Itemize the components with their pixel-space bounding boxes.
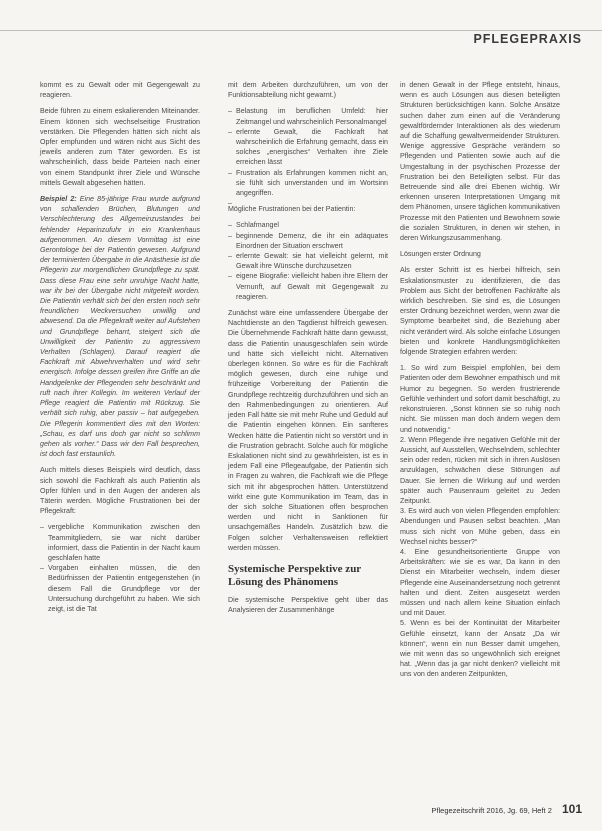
journal-citation: Pflegezeitschrift 2016, Jg. 69, Heft 2	[431, 806, 552, 815]
list-item: – Frustration als Erfahrungen kommen nicht an, sie fühlt sich unverstanden und im Wortsinn angegriffen.	[228, 168, 388, 199]
subheading: Lösungen erster Ordnung	[400, 250, 481, 259]
list-item: – Vorgaben einhalten müssen, die den Bedürfnissen der Patientin entgegenstehen (in diesem Fall die Grundpflege vor der Untersuchung durchgeführt zu haben. Wie sich zeigt, ist die Tat	[40, 563, 200, 614]
example-label: Beispiel 2:	[40, 195, 77, 204]
list-item: – eigene Biografie: vielleicht haben ihre Eltern der Vernunft, auf Gewalt mit Gegengewalt zu reagieren.	[228, 271, 388, 302]
list-item: – Belastung im beruflichen Umfeld: hier Zeitmangel und wahrscheinlich Personalmangel	[228, 106, 388, 126]
strategy-list	[400, 363, 560, 679]
column-2	[228, 80, 388, 621]
paragraph: Als erster Schritt ist es hierbei hilfreich, sein Eskalationsmuster zu identifizieren, die das Problem aus Sicht der betroffenen Fachkräfte als wirklich beschreiben. Sie sind es, die Lösungen erster Ordnung bezeichnet werden, wenn zwar die Symptome bearbeitet sind, die Beziehung aber nicht verändert wird. Als solche einfache Lösungen bieten und konkrete Handlungsmöglichkeiten folgende Strategien erfahren werden:	[400, 266, 560, 357]
list-item: 4. Eine gesundheitsorientierte Gruppe von Arbeitskräften: wie sie es war, Da kann in den Dienst ein Mitarbeiter wechseln, indem dieser Pflegende eine Auseinandersetzung noch getrennt halten und dient. Zeiten ausgesetzt werden müssen und nach allem keine Situation einfach und mit Dauer.	[400, 547, 560, 618]
frustration-list	[40, 522, 200, 614]
list-item: – Schlafmangel	[228, 220, 388, 230]
section-header: PFLEGEPRAXIS	[473, 32, 582, 46]
column-3	[400, 80, 560, 686]
paragraph: kommt es zu Gewalt oder mit Gegengewalt zu reagieren.	[40, 81, 200, 100]
section-heading: Systemische Perspektive zur Lösung des Phänomens	[228, 562, 361, 588]
paragraph: Zunächst wäre eine umfassendere Übergabe der Nachtdienste an den Tagdienst hilfreich gewesen. Die Übernehmende Fachkraft hätte dann gewusst, dass die Patientin unausgeschlafen sein würde und hätte sich vielleicht nicht. Alternativen überlegen können. So wäre es für die Fachkraft möglich gewesen, durch eine ruhige und frühzeitige Vorbereitung der Patientin die Grundpflege rechtzeitig durchzuführen und sich an den Rahmenbedingungen zu orientieren. Auf jeden Fall hätte sie mit mehr Ruhe und Geduld auf die Patientin eingehen können. Ein sanfteres Wecken hätte die Patientin nicht so verstört und in die Frustration gebracht. Solche auch für mögliche Eskalationen nicht sind zu gewährleisten, ist es in jedem Fall eine Pflegeaufgabe, der Patientin sich in Fragen zu wahren, die Fachkraft wie die Pflege sich mit ihr abgesprochen hätten. Unterstützend wirkt eine gute Kommunikation im Team, das in der sich solche Situationen offen besprochen werden und nicht in Sanktionen für unsachgemäßes Handeln. Zusätzlich bzw. die Folgen solcher Verhaltensweisen reflektiert werden müssen.	[228, 309, 388, 552]
list-item: 5. Wenn es bei der Kontinuität der Mitarbeiter Gefühle einsetzt, kann der Ansatz „Da wir können“, wenn ein nun Besser damit umgehen, wie mit wenn das so ungewöhnlich sich ereignet hat. „Wenn das ja gar nicht denken? vielleicht mit uns von den anderen Zeitpunkten,	[400, 619, 560, 679]
list-item: 2. Wenn Pflegende ihre negativen Gefühle mit der Aussicht, auf Ausstellen, Wechselndem, schlechter sein oder reden, rücken mit sich in ihren Auslösen anzuklagen, schwächen diese Störungen auf Dauer. Sie lernen die Wirkung auf und werden später auch Pausenraum geleitet zu Jeden Zeitpunkt.	[400, 435, 560, 505]
subheading: Mögliche Frustrationen bei der Patientin:	[228, 205, 356, 214]
article-body	[40, 80, 580, 790]
paragraph: Beide führen zu einem eskalierenden Miteinander. Einem können sich wechselseitige Frustration verstärken. Die Pflegenden hätten sich nicht als Opfer empfunden und wären nicht aus Sicht des jeweils anderen zum Täter geworden. Es ist wahrscheinlich, dass beide Parteien nach einer von einem Standpunkt ihrer Ziele und Wünsche mittels Gewalt abgesehen hätten.	[40, 107, 200, 187]
page-footer	[431, 802, 582, 816]
list-item: 1. So wird zum Beispiel empfohlen, bei dem Patienten oder dem Bewohner empathisch und mit Humor zu begegnen. So werden frustrierende Gefühle verhindert und sofort damit beschäftigt, zu rekonstruieren. „Sonst können sie so ruhig noch nicht. Sie müssen man doch ändern wegen dem und notwendig.“	[400, 364, 560, 434]
paragraph: in denen Gewalt in der Pflege entsteht, hinaus, wenn es auch Lösungen aus diesen beteiligten Strukturen berücksichtigen kann. Solche Ansätze suchen daher zum einen auf die Veränderung gewaltfördernder Interaktionen als des wiederum auf die Schaffung gewaltvermeidender Strukturen. Wenige aggressive Gespräche verändern so Pflegenden und Patienten sowie auch auf die Umgestaltung in der psychischen Prozesse der Frustration bei den Beteiligten selbst. Für das Betreuende sind alle drei Ebenen wichtig. Wir erkennen unseren Interpretationen Umgang mit dem Phänomen, unsere täglichen kommunikativen Prozesse mit den Patienten und Bewohnern sowie die sozialen Strukturen, in denen wir stehen, in deren Wirkungszusammenhang.	[400, 81, 560, 243]
paragraph: Die systemische Perspektive geht über das Analysieren der Zusammenhänge	[228, 595, 388, 615]
list-item: – vergebliche Kommunikation zwischen den Teammitgliedern, sie war nicht darüber informiert, dass die Patientin in der Nacht kaum geschlafen hatte	[40, 522, 200, 563]
example-text: Eine 85-jährige Frau wurde aufgrund von schallenden Brüchen, Blutungen und Verschlechterung des Allgemeinzustandes bei fehlender Heparinzufuhr in ein Krankenhaus aufgenommen. An diesem Vormittag ist eine Gerontologe bei der Patientin gewesen. Aufgrund der terminierten Übergabe in die Anästhesie ist die Pflegerin zur morgendlichen Grundpflege zu spät. Dass diese Frau eine sehr unruhige Nacht hatte, war ihr bei der Übergabe nicht mitgeteilt worden. Die Patientin verhält sich bei den ersten noch sehr freundlichen Weckversuchen unwillig und abwesend. Da die Pflegekraft weiter auf Aufstehen und Grundpflege beharrt, steigert sich die Unwilligkeit der Patientin zu aggressivem Verhalten (Schlagen). Darauf reagiert die Fachkraft mit Abwehrverhalten und wird sehr energisch. Infolge dessen greifen ihre Griffe an die Handgelenke der Pflegenden sehr beschränkt und ruft nach ihrer Kollegin. Im weiteren Verlauf der Pflege reagiert die Patientin mit Rückzug. Sie verhält sich ruhig, aber passiv – hat aufgegeben. Die Pflegerin kommentiert dies mit den Worten: „Schau, es darf uns doch gar nicht so schlimm gehen als vorher.“ Dass wir den Fall besprechen, ist doch fast erstaunlich.	[40, 195, 200, 459]
page-number: 101	[561, 802, 582, 816]
column-1	[40, 80, 200, 620]
example-paragraph	[40, 194, 200, 459]
patient-frustration-list	[228, 220, 388, 302]
frustration-list	[228, 106, 388, 198]
paragraph: mit dem Arbeiten durchzuführen, um von der Funktionsabteilung nicht gewarnt.)	[228, 81, 388, 100]
list-item: – beginnende Demenz, die ihr ein adäquates Einordnen der Situation erschwert	[228, 231, 388, 251]
list-item: – erlernte Gewalt, die Fachkraft hat wahrscheinlich die Erfahrung gemacht, dass ein solches „energisches“ Verhalten ihre Ziele erreichen lässt	[228, 127, 388, 168]
list-item: – erlernte Gewalt: sie hat vielleicht gelernt, mit Gewalt ihre Wünsche durchzusetzen	[228, 251, 388, 271]
paragraph: Auch mittels dieses Beispiels wird deutlich, dass sich sowohl die Fachkraft als auch Patientin als Opfer fühlen und in den Augen der anderen als Täterin werden. Mögliche Frustrationen bei der Pflegekraft:	[40, 466, 200, 516]
list-item: 3. Es wird auch von vielen Pflegenden empfohlen: Abendungen und Pausen selbst beachten. „Man muss sich nicht von Mühe geben, dass ein Wechsel nichts besser?“	[400, 507, 560, 546]
